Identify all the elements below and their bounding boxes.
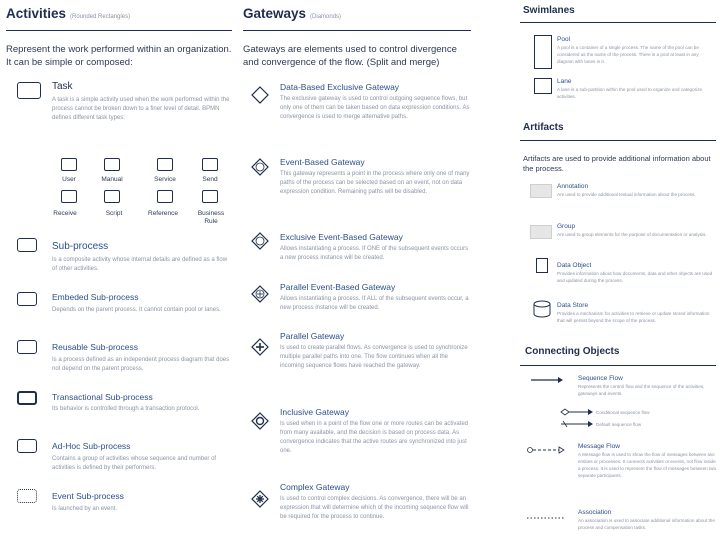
lane-desc: A lane is a sub-partition within the pool used to organize and categorize activities.	[557, 87, 703, 99]
annotation-icon	[530, 184, 552, 198]
sub-process-desc: Is a composite activity whose internal details are defined as a flow of other activities.	[52, 257, 228, 272]
artifacts-intro: Artifacts are used to provide additional information about the process.	[523, 154, 711, 173]
event-sub-process-desc: Is launched by an event.	[52, 506, 118, 512]
transactional-sub-process-desc: Its behavior is controlled through a transaction protocol.	[52, 406, 200, 412]
send-task-icon	[202, 158, 218, 171]
embedded-sub-process-desc: Depends on the parent process. It cannot contain pool or lanes.	[52, 307, 221, 313]
parallel-gateway-title: Parallel Gateway	[280, 331, 345, 341]
activities-title	[6, 6, 130, 21]
task-icon	[17, 82, 41, 99]
activities-heading: Activities	[6, 6, 67, 21]
embedded-sub-process-icon	[17, 292, 37, 306]
divider	[243, 30, 471, 31]
inclusive-gateway-title: Inclusive Gateway	[280, 407, 349, 417]
artifacts-title: Artifacts	[523, 122, 564, 133]
gateways-heading: Gateways	[243, 6, 307, 21]
group-desc: Are used to group elements for the purpose of documentation or analysis.	[557, 232, 707, 237]
gateways-title-note: (Diamonds)	[310, 14, 342, 20]
pool-icon	[534, 35, 552, 69]
reference-task-icon	[157, 190, 173, 203]
reusable-sub-process-desc: Is a process defined as an independent process diagram that does not depend on the parent process.	[52, 357, 230, 372]
transactional-sub-process-icon	[17, 391, 37, 405]
lane-title: Lane	[557, 78, 572, 85]
event-sub-process-title: Event Sub-process	[52, 491, 124, 501]
manual-task-icon	[104, 158, 120, 171]
task-type-label: Business Rule	[197, 210, 225, 225]
parallel-event-based-gateway-desc: Allows instantiating a process. If ALL of the subsequent events occur, a new process instance will be created.	[280, 296, 469, 311]
data-object-icon	[536, 258, 548, 273]
task-type-label: Reference	[148, 210, 178, 217]
divider	[6, 30, 232, 31]
group-icon	[530, 225, 552, 239]
default-flow-label: Default sequence flow	[596, 422, 642, 427]
activities-title-note: (Rounded Rectangles)	[70, 14, 131, 20]
data-store-desc: Provides a mechanism for activities to retrieve or update stored information that will persist beyond the scope of the process.	[557, 311, 710, 323]
complex-gateway-icon	[251, 490, 269, 508]
ad-hoc-sub-process-desc: Contains a group of activities whose sequence and number of activities is defined by their performers.	[52, 456, 217, 471]
conditional-flow-icon	[560, 408, 594, 416]
parallel-gateway-icon	[251, 338, 269, 356]
divider	[520, 140, 716, 141]
gateways-intro: Gateways are elements used to control divergence and convergence of the flow. (Split and merge)	[243, 44, 457, 68]
parallel-event-based-gateway-title: Parallel Event-Based Gateway	[280, 282, 396, 292]
task-type-label: User	[62, 176, 76, 183]
activities-intro: Represent the work performed within an organization. It can be simple or composed:	[6, 44, 232, 68]
message-flow-icon	[526, 446, 566, 454]
complex-gateway-title: Complex Gateway	[280, 482, 350, 492]
group-title: Group	[557, 223, 576, 230]
default-flow-icon	[560, 420, 594, 428]
reusable-sub-process-icon	[17, 340, 37, 354]
transactional-sub-process-title: Transactional Sub-process	[52, 392, 153, 402]
parallel-gateway-desc: Is used to create parallel flows. As convergence is used to synchronize multiple parallel paths into one. The flow continues when all the incoming sequence flows have reached the gateway.	[280, 345, 468, 369]
conditional-flow-label: Conditional sequence flow	[596, 410, 650, 415]
task-title: Task	[52, 81, 73, 92]
data-object-title: Data Object	[557, 262, 592, 269]
gateways-title	[243, 6, 341, 21]
task-type-label: Script	[105, 210, 123, 217]
exclusive-gateway-title: Data-Based Exclusive Gateway	[280, 82, 400, 92]
script-task-icon	[104, 190, 120, 203]
sequence-flow-title: Sequence Flow	[578, 375, 623, 382]
task-type-label: Receive	[53, 210, 77, 217]
exclusive-gateway-icon	[251, 86, 269, 104]
event-based-gateway-icon	[251, 158, 269, 176]
association-desc: An association is used to associate additional information about the process and compensation tasks.	[578, 518, 715, 530]
sub-process-title: Sub-process	[52, 241, 109, 252]
user-task-icon	[61, 158, 77, 171]
message-flow-desc: A Message flow is used to show the flow of messages between two entities or processes. It connects activities or events, not flow inside a process. It is used to represent the flow of messages between two separate participants.	[578, 452, 717, 478]
task-type-label: Service	[154, 176, 176, 183]
ad-hoc-sub-process-title: Ad-Hoc Sub-process	[52, 441, 131, 451]
exclusive-event-based-gateway-title: Exclusive Event-Based Gateway	[280, 232, 403, 242]
sequence-flow-icon	[530, 376, 564, 384]
data-object-desc: Provides information about how documents, data and other objects are used and updated during the process.	[557, 271, 713, 283]
reusable-sub-process-title: Reusable Sub-process	[52, 342, 138, 352]
receive-task-icon	[61, 190, 77, 203]
complex-gateway-desc: Is used to control complex decisions. As convergence, there will be an expression that will determine which of the incoming sequence flow will be required for the process to continue.	[280, 496, 469, 520]
embedded-sub-process-title: Embeded Sub-process	[52, 292, 139, 302]
exclusive-event-based-gateway-icon	[251, 232, 269, 250]
annotation-desc: Are used to provide additional textual information about the process.	[557, 192, 696, 197]
lane-icon	[534, 78, 552, 94]
sub-process-icon	[17, 238, 37, 252]
event-based-gateway-desc: This gateway represents a point in the process where only one of many paths of the process can be selected based on an event, not on data expression condition. Remaining paths will be disabled.	[280, 171, 470, 195]
event-based-gateway-title: Event-Based Gateway	[280, 157, 365, 167]
exclusive-event-based-gateway-desc: Allows instantiating a process. If ONE of the subsequent events occurs a new process instance will be created.	[280, 246, 469, 261]
association-icon	[526, 515, 566, 521]
exclusive-gateway-desc: The exclusive gateway is used to control outgoing sequence flows, but only one of them can be taken based on data expression conditions. As convergence is used to merge alternative paths.	[280, 96, 470, 120]
annotation-title: Annotation	[557, 183, 589, 190]
task-desc: A task is a simple activity used when the work performed within the process cannot be broken down to a finer level of detail. BPMN defines different task types:	[52, 97, 230, 121]
sequence-flow-desc: Represents the control flow and the sequence of the activities, gateways and events.	[578, 384, 705, 396]
message-flow-title: Message Flow	[578, 443, 620, 450]
data-store-title: Data Store	[557, 302, 589, 309]
service-task-icon	[157, 158, 173, 171]
divider	[520, 22, 716, 23]
event-sub-process-icon	[17, 489, 37, 503]
association-title: Association	[578, 509, 612, 516]
parallel-event-based-gateway-icon	[251, 285, 269, 303]
ad-hoc-sub-process-icon	[17, 439, 37, 453]
swimlanes-title: Swimlanes	[523, 5, 575, 16]
task-type-label: Manual	[101, 176, 123, 183]
divider	[520, 365, 716, 366]
business-rule-task-icon	[202, 190, 218, 203]
data-store-icon	[532, 300, 552, 318]
task-type-label: Send	[202, 176, 218, 183]
connecting-objects-title: Connecting Objects	[525, 346, 620, 357]
inclusive-gateway-desc: Is used when in a point of the flow one or more routes can be activated from many available, and the decision is based on process data. As convergence indicates that the active routes are synchronized into just one.	[280, 421, 469, 454]
pool-title: Pool	[557, 36, 571, 43]
inclusive-gateway-icon	[251, 412, 269, 430]
pool-desc: A pool is a container of a single process. The name of the pool can be considered as the name of the process. There is a pool at least in any diagram with lanes in it.	[557, 45, 699, 64]
